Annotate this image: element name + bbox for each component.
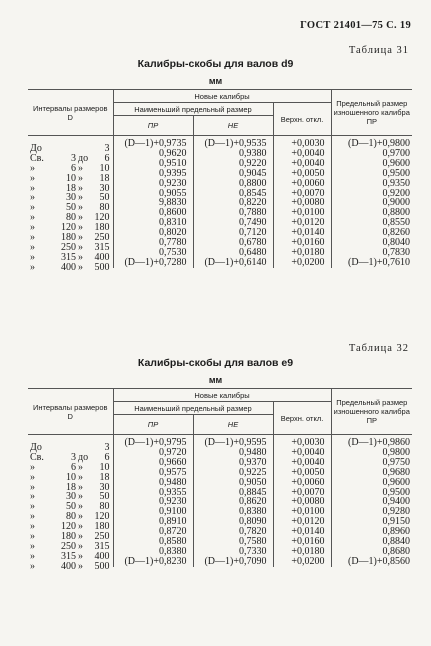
ne-value: 0,6480 [193,248,273,258]
table-row [28,458,412,468]
interval-to: 315 [94,242,110,254]
upper-deviation-value: +0,0180 [273,547,331,557]
table-row [28,179,412,189]
worn-limit-value: 0,9700 [331,149,412,159]
interval-to: 50 [99,491,110,503]
pr-value: 0,7780 [113,238,193,248]
table-row [28,136,412,149]
table-row [28,478,412,488]
interval-to: 250 [94,531,110,543]
interval-cell [28,198,113,214]
interval-to: 10 [99,162,110,174]
interval-cell [28,159,113,174]
interval-prefix: Св. [30,451,44,463]
upper-deviation-value: +0,0160 [273,238,331,248]
worn-limit-value: 0,9000 [331,198,412,208]
header-pr: ПР [113,415,193,435]
table-row [28,238,412,248]
worn-limit-value: 0,9200 [331,189,412,199]
upper-deviation-value: +0,0070 [273,488,331,498]
upper-deviation-value: +0,0050 [273,468,331,478]
worn-limit-value: 0,8800 [331,208,412,218]
interval-connector: » [78,222,83,234]
interval-prefix: » [30,491,35,503]
header-interval: Интервалы размеров D [28,90,113,136]
upper-deviation-value: +0,0100 [273,507,331,517]
pr-value: (D—1)+0,7280 [113,258,193,268]
interval-from: 30 [66,192,76,204]
ne-value: 0,9225 [193,468,273,478]
interval-connector: » [78,501,83,513]
interval-prefix: » [30,192,35,204]
table-number: Таблица 32 [348,343,409,354]
interval-connector: » [78,560,83,572]
interval-prefix: » [30,172,35,184]
ne-value: 0,7330 [193,547,273,557]
interval-prefix: » [30,461,35,473]
interval-from: 315 [61,550,76,562]
interval-from: 10 [66,172,76,184]
interval-to: 30 [99,481,110,493]
ne-value: 0,7880 [193,208,273,218]
upper-deviation-value: +0,0140 [273,228,331,238]
worn-limit-value: 0,9680 [331,468,412,478]
interval-prefix: » [30,560,35,572]
interval-prefix: До [30,441,42,453]
interval-connector: » [78,461,83,473]
interval-cell [28,507,113,523]
worn-limit-value: 0,9800 [331,448,412,458]
table-row [28,218,412,228]
interval-to: 120 [94,511,110,523]
header-limit-worn: Предельный размер изношенного калибра ПР [331,389,412,435]
interval-connector: » [78,531,83,543]
worn-limit-value: 0,8680 [331,547,412,557]
interval-connector: » [78,242,83,254]
header-smallest-limit: Наименьший предельный размер [113,402,273,415]
header-smallest-limit: Наименьший предельный размер [113,103,273,116]
interval-prefix: » [30,471,35,483]
upper-deviation-value: +0,0080 [273,198,331,208]
header-pr: ПР [113,116,193,136]
pr-value: (D—1)+0,9795 [113,435,193,448]
worn-limit-value: 0,8260 [331,228,412,238]
ne-value: (D—1)+0,7090 [193,557,273,567]
worn-limit-value: 0,9150 [331,517,412,527]
interval-prefix: » [30,242,35,254]
ne-value: 0,9480 [193,448,273,458]
pr-value: 0,9355 [113,488,193,498]
interval-cell [28,238,113,254]
table-number: Таблица 31 [348,45,409,56]
interval-cell [28,537,113,553]
upper-deviation-value: +0,0060 [273,179,331,189]
table-row [28,488,412,498]
interval-cell [28,248,113,263]
ne-value: 0,8845 [193,488,273,498]
worn-limit-value: 0,9500 [331,488,412,498]
ne-value: 0,9370 [193,458,273,468]
interval-from: 6 [71,162,76,174]
interval-prefix: » [30,521,35,533]
interval-connector: » [78,212,83,224]
worn-limit-value: 0,9750 [331,458,412,468]
worn-limit-value: 0,8550 [331,218,412,228]
interval-to: 400 [94,550,110,562]
header-limit-worn: Предельный размер изношенного калибра ПР [331,90,412,136]
interval-cell [28,458,113,473]
interval-connector: до [78,451,89,463]
interval-connector: » [78,261,83,273]
interval-from: 6 [71,461,76,473]
table-row [28,557,412,567]
upper-deviation-value: +0,0140 [273,527,331,537]
interval-connector: » [78,550,83,562]
upper-deviation-value: +0,0080 [273,497,331,507]
interval-cell [28,435,113,453]
interval-prefix: » [30,541,35,553]
interval-prefix: » [30,182,35,194]
interval-to: 180 [94,521,110,533]
pr-value: 0,9620 [113,149,193,159]
pr-value: 0,8580 [113,537,193,547]
table-row [28,258,412,268]
table-row [28,468,412,478]
ne-value: 0,9050 [193,478,273,488]
interval-from: 80 [66,212,76,224]
header-upper-deviation: Верхн. откл. [273,402,331,435]
upper-deviation-value: +0,0200 [273,557,331,567]
interval-from: 18 [66,481,76,493]
interval-from: 250 [61,541,76,553]
interval-cell [28,189,113,204]
interval-prefix: » [30,222,35,234]
interval-connector: » [78,251,83,263]
pr-value: 0,9510 [113,159,193,169]
interval-to: 50 [99,192,110,204]
interval-connector: » [78,232,83,244]
interval-cell [28,557,113,572]
interval-connector: » [78,192,83,204]
interval-to: 80 [99,501,110,513]
table-title: Калибры-скобы для валов d9 [137,58,294,70]
table-row [28,448,412,458]
pr-value: 9,8830 [113,198,193,208]
table-row [28,497,412,507]
interval-prefix: » [30,501,35,513]
ne-value: 0,8800 [193,179,273,189]
interval-connector: » [78,182,83,194]
interval-connector: » [78,481,83,493]
interval-from: 30 [66,491,76,503]
pr-value: 0,9720 [113,448,193,458]
interval-from: 120 [61,521,76,533]
ne-value: 0,9380 [193,149,273,159]
interval-from: 400 [61,560,76,572]
interval-cell [28,517,113,533]
interval-prefix: » [30,251,35,263]
pr-value: (D—1)+0,8230 [113,557,193,567]
interval-prefix: » [30,511,35,523]
interval-from: 120 [61,222,76,234]
worn-limit-value: 0,9280 [331,507,412,517]
interval-from: 3 [71,152,76,164]
interval-to: 6 [104,152,110,164]
interval-to: 500 [94,560,110,572]
interval-cell [28,497,113,513]
ne-value: 0,7580 [193,537,273,547]
interval-prefix: » [30,232,35,244]
upper-deviation-value: +0,0030 [273,136,331,149]
worn-limit-value: 0,8840 [331,537,412,547]
interval-to: 18 [99,471,110,483]
upper-deviation-value: +0,0060 [273,478,331,488]
interval-cell [28,149,113,164]
upper-deviation-value: +0,0030 [273,435,331,448]
worn-limit-value: 0,8040 [331,238,412,248]
header-new-gauges: Новые калибры [113,90,331,103]
table-row [28,149,412,159]
interval-from: 3 [71,451,76,463]
interval-prefix: » [30,202,35,214]
table-unit: мм [208,76,223,86]
interval-from: 180 [61,531,76,543]
interval-cell [28,468,113,483]
interval-from: 400 [61,261,76,273]
ne-value: 0,7820 [193,527,273,537]
interval-to: 3 [104,142,110,154]
worn-limit-value: (D—1)+0,9800 [331,136,412,149]
pr-value: 0,9230 [113,497,193,507]
upper-deviation-value: +0,0180 [273,248,331,258]
ne-value: 0,6780 [193,238,273,248]
ne-value: 0,8220 [193,198,273,208]
pr-value: 0,9100 [113,507,193,517]
interval-connector: » [78,521,83,533]
ne-value: 0,8620 [193,497,273,507]
interval-cell [28,258,113,273]
worn-limit-value: 0,7830 [331,248,412,258]
upper-deviation-value: +0,0200 [273,258,331,268]
pr-value: 0,9055 [113,189,193,199]
ne-value: 0,9045 [193,169,273,179]
table-row [28,208,412,218]
worn-limit-value: 0,9500 [331,169,412,179]
interval-prefix: » [30,261,35,273]
upper-deviation-value: +0,0120 [273,218,331,228]
interval-to: 315 [94,541,110,553]
ne-value: 0,8090 [193,517,273,527]
pr-value: 0,8600 [113,208,193,218]
interval-connector: » [78,172,83,184]
upper-deviation-value: +0,0120 [273,517,331,527]
interval-to: 80 [99,202,110,214]
upper-deviation-value: +0,0100 [273,208,331,218]
interval-connector: до [78,152,89,164]
pr-value: 0,9230 [113,179,193,189]
interval-cell [28,478,113,493]
interval-prefix: Св. [30,152,44,164]
interval-from: 50 [66,202,76,214]
worn-limit-value: 0,9600 [331,478,412,488]
header-ne: НЕ [193,415,273,435]
worn-limit-value: 0,9350 [331,179,412,189]
interval-cell [28,228,113,244]
interval-cell [28,169,113,184]
table-row [28,517,412,527]
interval-to: 500 [94,261,110,273]
table-title: Калибры-скобы для валов е9 [137,357,294,369]
table-row [28,169,412,179]
upper-deviation-value: +0,0070 [273,189,331,199]
interval-to: 18 [99,172,110,184]
pr-value: 0,8310 [113,218,193,228]
interval-prefix: » [30,550,35,562]
worn-limit-value: (D—1)+0,9860 [331,435,412,448]
interval-to: 120 [94,212,110,224]
interval-connector: » [78,202,83,214]
interval-to: 180 [94,222,110,234]
upper-deviation-value: +0,0040 [273,159,331,169]
interval-cell [28,547,113,562]
pr-value: 0,9395 [113,169,193,179]
table-row [28,537,412,547]
upper-deviation-value: +0,0040 [273,458,331,468]
interval-from: 180 [61,232,76,244]
table-row [28,228,412,238]
worn-limit-value: 0,9600 [331,159,412,169]
interval-to: 6 [104,451,110,463]
interval-to: 10 [99,461,110,473]
interval-connector: » [78,491,83,503]
header-new-gauges: Новые калибры [113,389,331,402]
interval-cell [28,527,113,543]
interval-connector: » [78,471,83,483]
interval-from: 315 [61,251,76,263]
interval-connector: » [78,541,83,553]
ne-value: (D—1)+0,9595 [193,435,273,448]
ne-value: 0,7120 [193,228,273,238]
pr-value: 0,7530 [113,248,193,258]
interval-cell [28,208,113,224]
header-ne: НЕ [193,116,273,136]
page-header: ГОСТ 21401—75 С. 19 [300,20,411,31]
table-row [28,198,412,208]
upper-deviation-value: +0,0040 [273,149,331,159]
interval-cell [28,488,113,503]
interval-connector: » [78,511,83,523]
interval-to: 30 [99,182,110,194]
pr-value: (D—1)+0,9735 [113,136,193,149]
interval-from: 50 [66,501,76,513]
pr-value: 0,9660 [113,458,193,468]
table-row [28,159,412,169]
worn-limit-value: (D—1)+0,8560 [331,557,412,567]
worn-limit-value: 0,8960 [331,527,412,537]
interval-cell [28,448,113,463]
table-row [28,527,412,537]
interval-from: 18 [66,182,76,194]
interval-cell [28,136,113,154]
interval-connector: » [78,162,83,174]
interval-prefix: » [30,212,35,224]
upper-deviation-value: +0,0050 [273,169,331,179]
interval-from: 10 [66,471,76,483]
interval-from: 80 [66,511,76,523]
interval-to: 250 [94,232,110,244]
upper-deviation-value: +0,0040 [273,448,331,458]
pr-value: 0,8020 [113,228,193,238]
worn-limit-value: 0,9400 [331,497,412,507]
interval-from: 250 [61,242,76,254]
pr-value: 0,9575 [113,468,193,478]
pr-value: 0,8380 [113,547,193,557]
interval-cell [28,218,113,234]
table-unit: мм [208,375,223,385]
ne-value: 0,9220 [193,159,273,169]
interval-cell [28,179,113,194]
worn-limit-value: (D—1)+0,7610 [331,258,412,268]
interval-to: 3 [104,441,110,453]
interval-prefix: » [30,162,35,174]
ne-value: 0,8545 [193,189,273,199]
ne-value: (D—1)+0,9535 [193,136,273,149]
gauge-table [28,388,412,572]
ne-value: 0,8380 [193,507,273,517]
table-row [28,189,412,199]
upper-deviation-value: +0,0160 [273,537,331,547]
header-upper-deviation: Верхн. откл. [273,103,331,136]
interval-prefix: До [30,142,42,154]
gauge-table [28,89,412,273]
pr-value: 0,8910 [113,517,193,527]
ne-value: 0,7490 [193,218,273,228]
pr-value: 0,9480 [113,478,193,488]
header-interval: Интервалы размеров D [28,389,113,435]
table-row [28,435,412,448]
pr-value: 0,8720 [113,527,193,537]
interval-prefix: » [30,531,35,543]
interval-to: 400 [94,251,110,263]
ne-value: (D—1)+0,6140 [193,258,273,268]
table-row [28,507,412,517]
interval-prefix: » [30,481,35,493]
